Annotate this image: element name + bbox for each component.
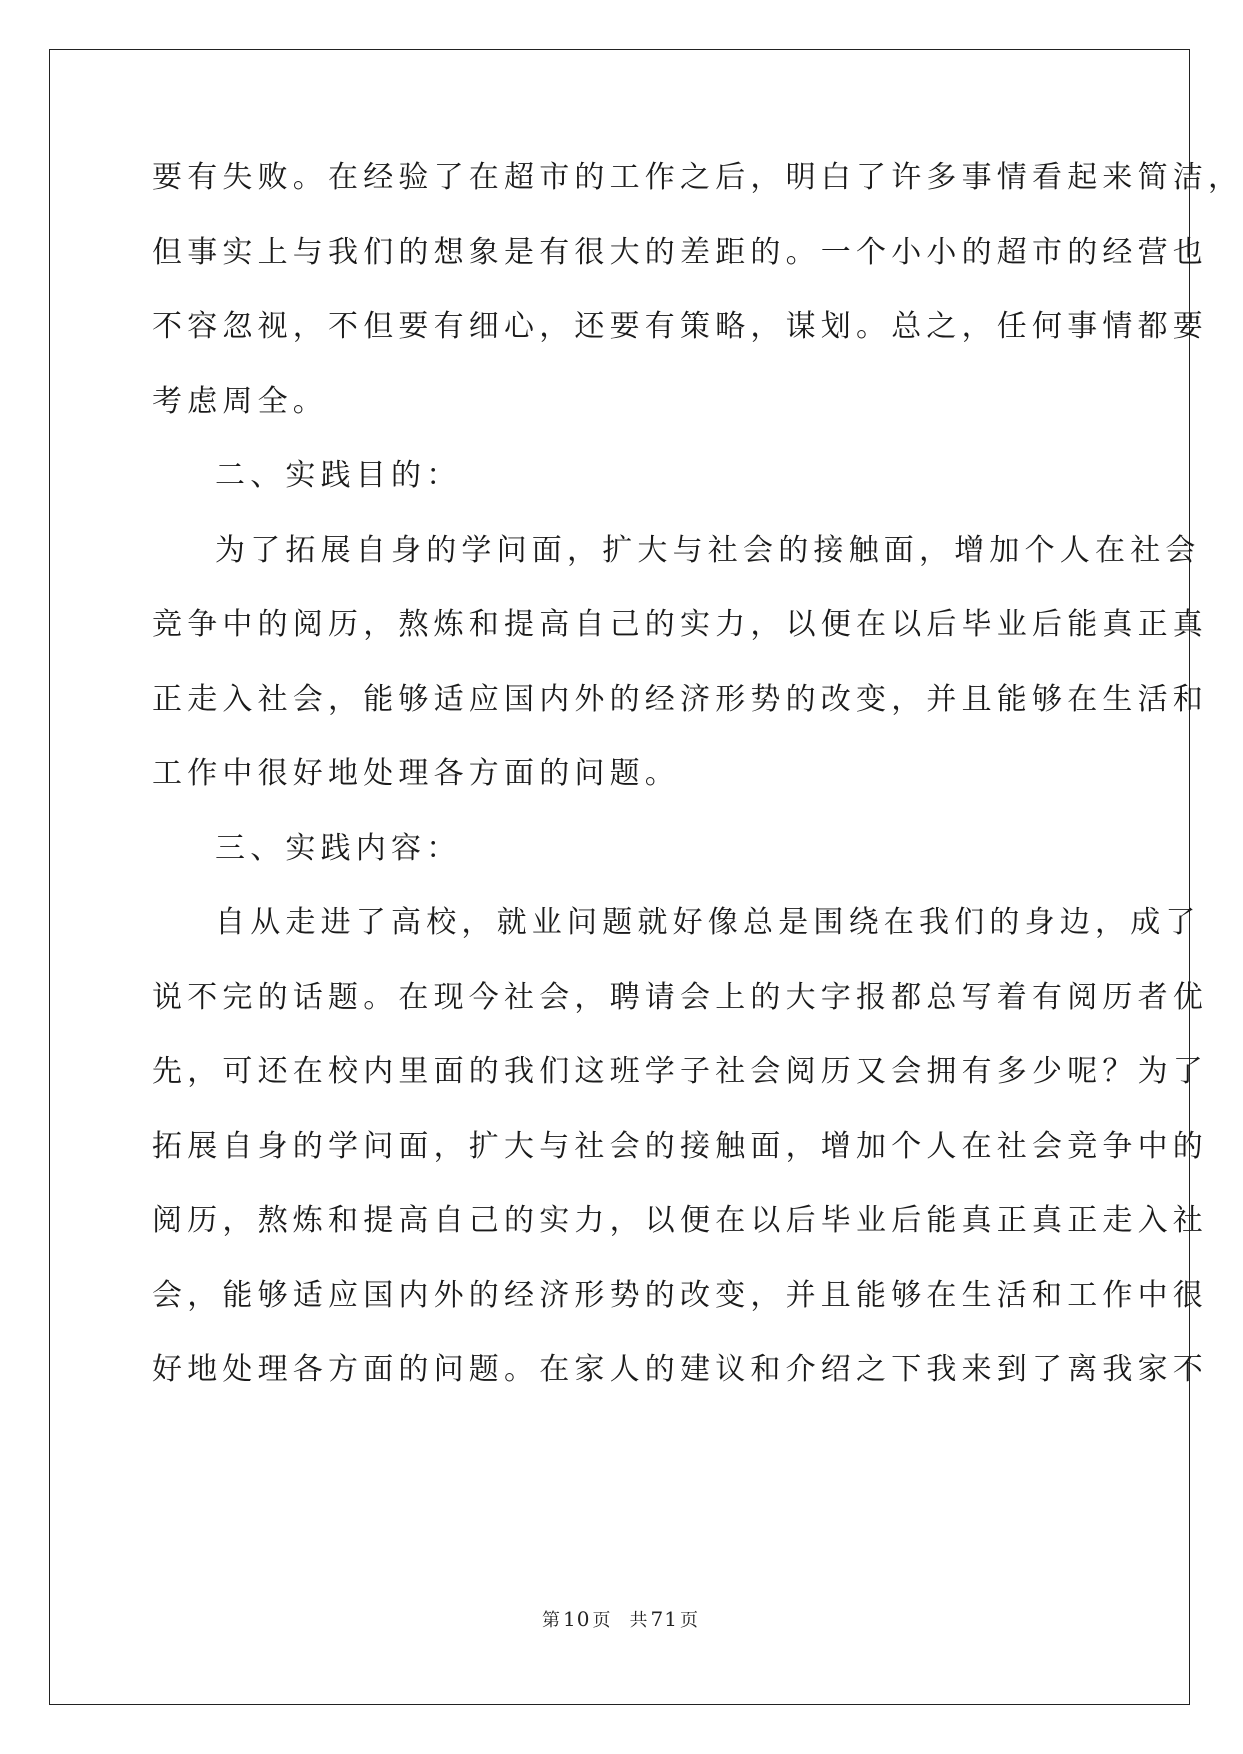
text-line-14: 拓展自身的学问面，扩大与社会的接触面，增加个人在社会竞争中的 <box>152 1128 1208 1164</box>
text-line-3: 不容忽视，不但要有细心，还要有策略，谋划。总之，任何事情都要 <box>152 309 1208 344</box>
text-line-7: 竞争中的阅历，熬炼和提高自己的实力，以便在以后毕业后能真正真 <box>152 607 1208 642</box>
footer-page-suffix: 页 <box>592 1610 612 1631</box>
text-line-13: 先，可还在校内里面的我们这班学子社会阅历又会拥有多少呢？为了 <box>152 1054 1208 1089</box>
footer-total-prefix: 共 <box>629 1610 649 1631</box>
text-line-2: 但事实上与我们的想象是有很大的差距的。一个小小的超市的经营也 <box>152 234 1208 270</box>
page-footer <box>0 1606 1241 1632</box>
text-line-11: 自从走进了高校，就业问题就好像总是围绕在我们的身边，成了 <box>215 905 1201 940</box>
text-line-9: 工作中很好地处理各方面的问题。 <box>152 756 680 791</box>
text-line-15: 阅历，熬炼和提高自己的实力，以便在以后毕业后能真正真正走入社 <box>152 1203 1208 1238</box>
section-heading-content: 三、实践内容： <box>215 830 462 866</box>
text-line-12: 说不完的话题。在现今社会，聘请会上的大字报都总写着有阅历者优 <box>152 979 1208 1015</box>
footer-page-number: 10 <box>563 1607 591 1631</box>
text-line-17: 好地处理各方面的问题。在家人的建议和介绍之下我来到了离我家不 <box>152 1352 1208 1387</box>
text-line-8: 正走入社会，能够适应国内外的经济形势的改变，并且能够在生活和 <box>152 681 1208 717</box>
section-heading-purpose: 二、实践目的： <box>215 458 462 493</box>
text-line-4: 考虑周全。 <box>152 383 328 419</box>
text-line-6: 为了拓展自身的学问面，扩大与社会的接触面，增加个人在社会 <box>215 532 1201 568</box>
footer-total-pages: 71 <box>650 1607 678 1631</box>
document-body <box>152 158 1243 1425</box>
footer-total-suffix: 页 <box>679 1610 699 1631</box>
text-line-16: 会，能够适应国内外的经济形势的改变，并且能够在生活和工作中很 <box>152 1277 1208 1313</box>
text-line-1: 要有失败。在经验了在超市的工作之后，明白了许多事情看起来简洁， <box>152 160 1243 195</box>
footer-page-prefix: 第 <box>542 1610 562 1631</box>
